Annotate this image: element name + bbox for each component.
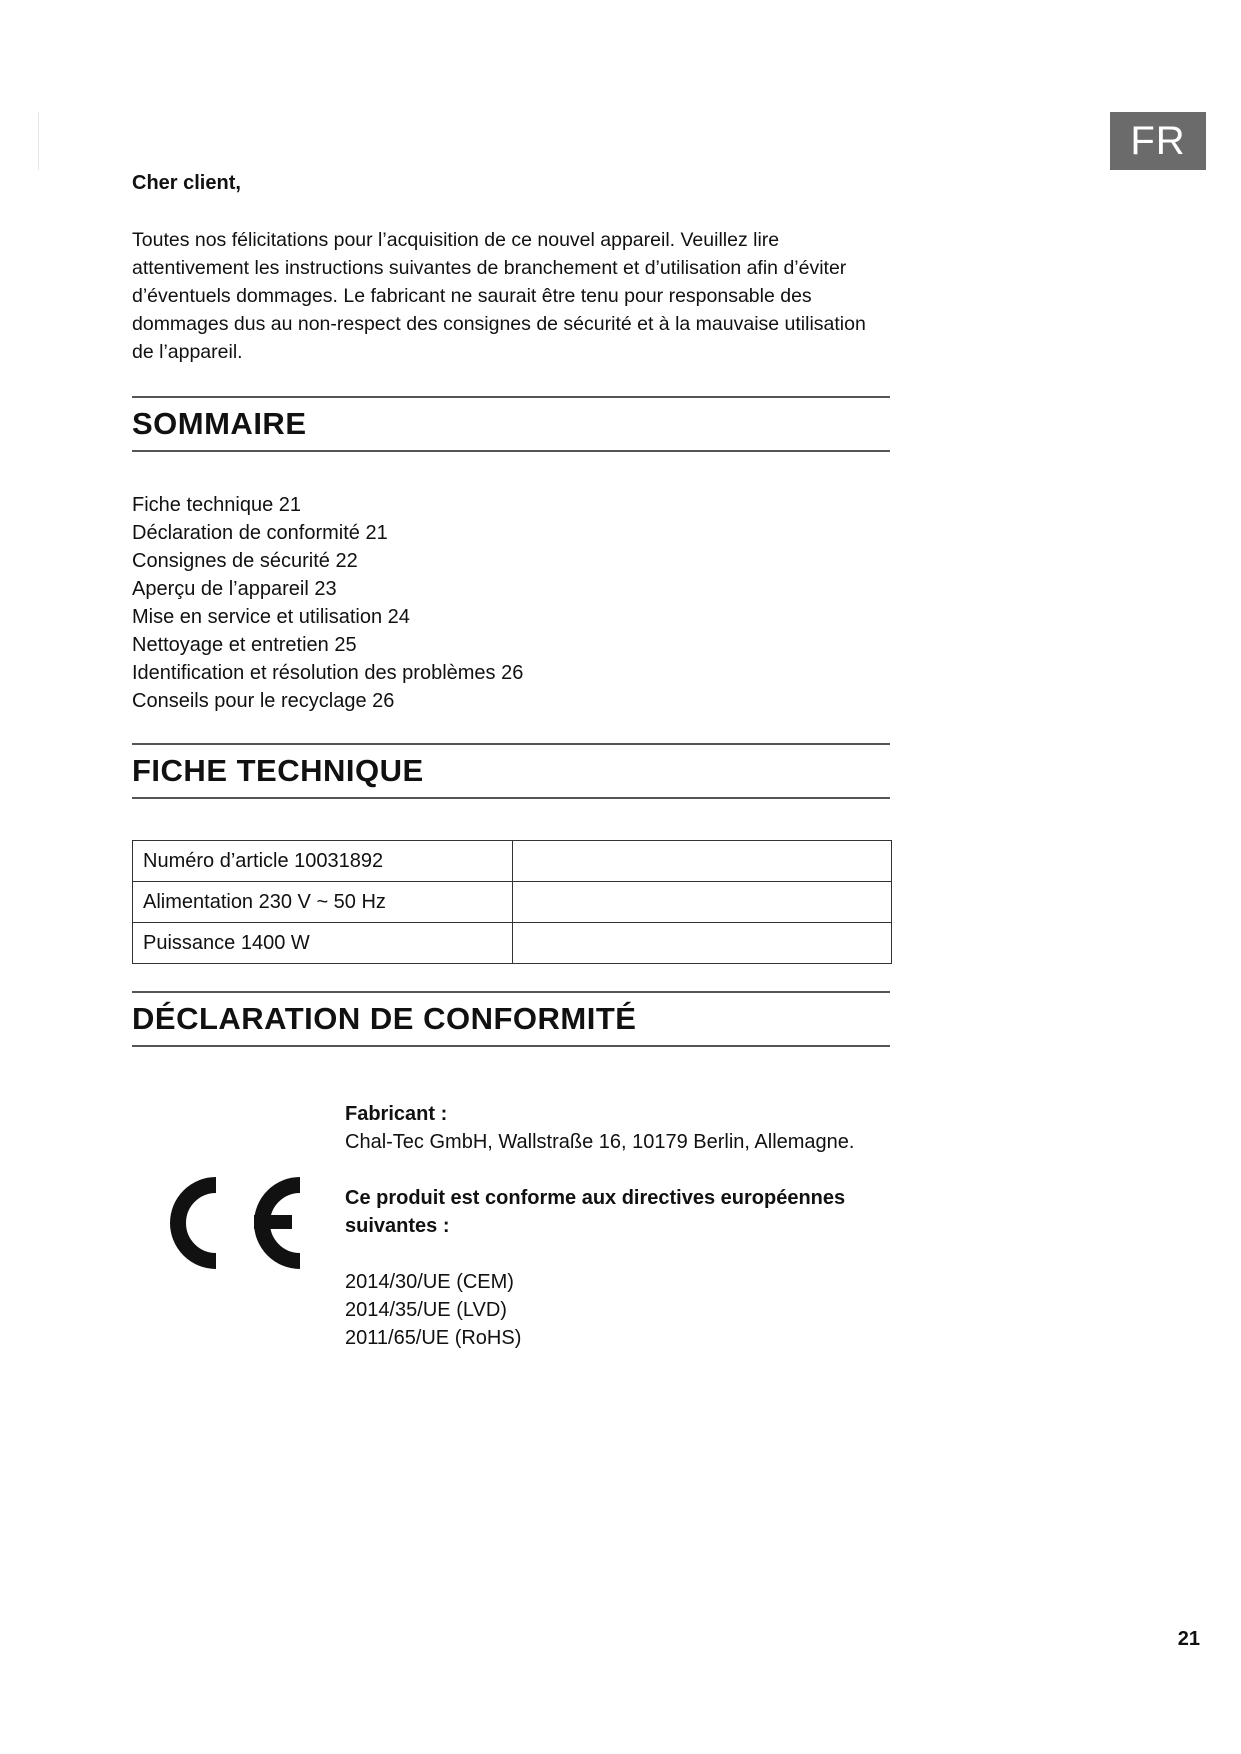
directive-item: 2011/65/UE (RoHS) — [345, 1327, 522, 1349]
toc-item: Consignes de sécurité 22 — [132, 550, 358, 572]
toc-item: Aperçu de l’appareil 23 — [132, 578, 337, 600]
spec-cell: Puissance 1400 W — [133, 923, 513, 964]
toc-item: Conseils pour le recyclage 26 — [132, 690, 395, 712]
fiche-technique-title: FICHE TECHNIQUE — [132, 753, 424, 788]
declaration-block — [345, 1100, 890, 1352]
directive-item: 2014/30/UE (CEM) — [345, 1271, 514, 1293]
sommaire-title: SOMMAIRE — [132, 406, 307, 441]
table-row — [133, 882, 892, 923]
manufacturer-address: Chal-Tec GmbH, Wallstraße 16, 10179 Berlin, Allemagne. — [345, 1131, 855, 1153]
page-number: 21 — [1177, 1628, 1200, 1650]
sommaire-header — [132, 396, 890, 452]
intro-paragraph: Toutes nos félicitations pour l’acquisition de ce nouvel appareil. Veuillez lire attentivement les instructions suivantes de branchement et d’utilisation afin d’éviter d’éventuels dommages. Le fabricant ne saurait être tenu pour responsable des dommages dus au non-respect des consignes de sécurité et à la mauvaise utilisation de l’appareil. — [132, 229, 866, 363]
declaration-header — [132, 991, 890, 1047]
spec-cell — [512, 923, 892, 964]
toc-item: Déclaration de conformité 21 — [132, 522, 388, 544]
table-row — [133, 841, 892, 882]
toc-item: Nettoyage et entretien 25 — [132, 634, 357, 656]
conformity-statement-line2: suivantes : — [345, 1215, 450, 1237]
left-margin-mark — [38, 112, 39, 170]
fiche-technique-header — [132, 743, 890, 799]
declaration-title: DÉCLARATION DE CONFORMITÉ — [132, 1001, 637, 1036]
toc-item: Mise en service et utilisation 24 — [132, 606, 410, 628]
spec-cell — [512, 882, 892, 923]
table-row — [133, 923, 892, 964]
ce-mark-icon — [150, 1163, 310, 1283]
greeting: Cher client, — [132, 172, 241, 194]
conformity-statement-line1: Ce produit est conforme aux directives européennes — [345, 1187, 846, 1209]
manufacturer-label: Fabricant : — [345, 1103, 448, 1125]
spec-cell: Alimentation 230 V ~ 50 Hz — [133, 882, 513, 923]
directive-item: 2014/35/UE (LVD) — [345, 1299, 507, 1321]
spec-cell: Numéro d’article 10031892 — [133, 841, 513, 882]
spec-table — [132, 840, 892, 964]
spec-cell — [512, 841, 892, 882]
language-tab: FR — [1110, 112, 1206, 170]
toc-item: Identification et résolution des problèmes 26 — [132, 662, 524, 684]
table-of-contents — [132, 491, 523, 715]
toc-item: Fiche technique 21 — [132, 494, 302, 516]
